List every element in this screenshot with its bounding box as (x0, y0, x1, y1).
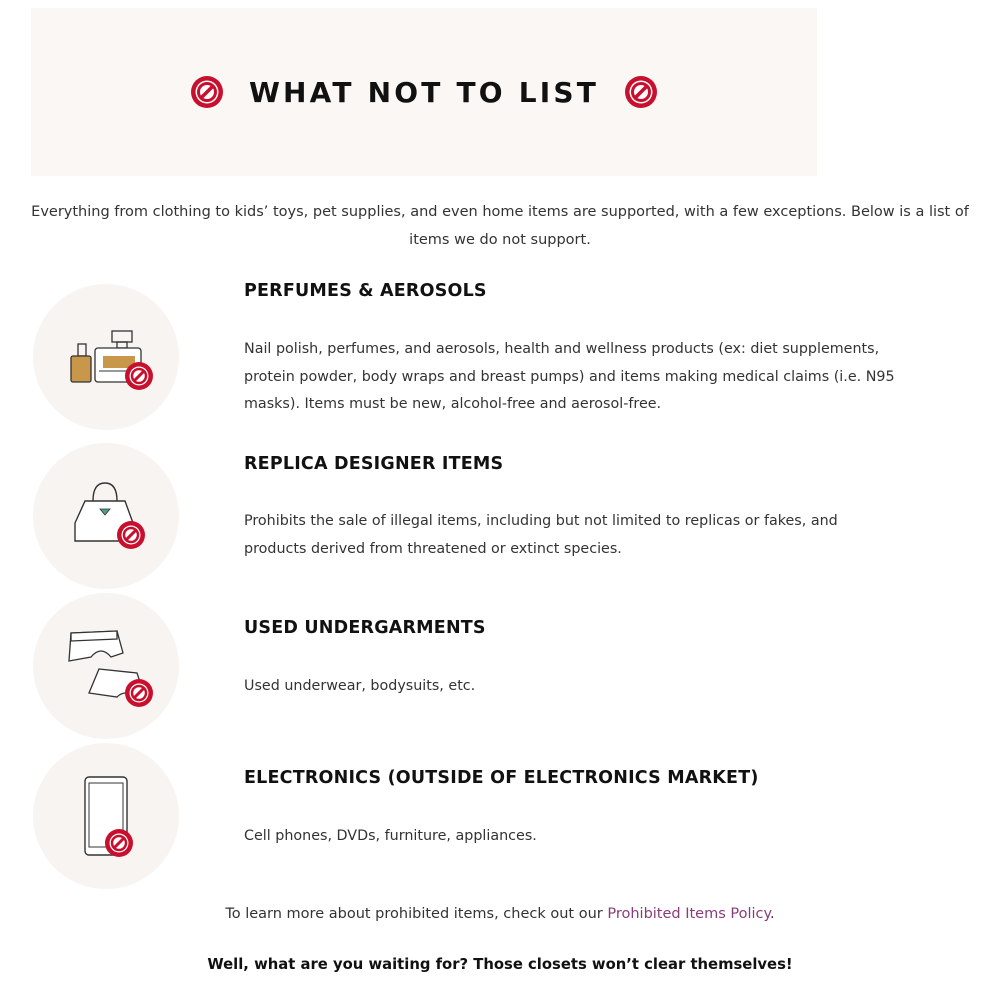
item-heading: REPLICA DESIGNER ITEMS (244, 454, 504, 474)
footer-policy-line (0, 906, 1000, 922)
banner-title-row (31, 8, 817, 176)
prohibited-items-policy-link[interactable]: Prohibited Items Policy (607, 906, 771, 922)
perfume-bottles-icon (33, 284, 179, 430)
item-description: Cell phones, DVDs, furniture, appliances. (244, 828, 537, 844)
item-heading: PERFUMES & AEROSOLS (244, 281, 487, 301)
item-heading: USED UNDERGARMENTS (244, 618, 486, 638)
banner-title: WHAT NOT TO LIST (248, 75, 600, 109)
item-description: Prohibits the sale of illegal items, including but not limited to replicas or fakes, and products derived from threatened or extinct species. (244, 513, 838, 557)
underwear-icon (33, 593, 179, 739)
handbag-icon (33, 443, 179, 589)
footer-prefix: To learn more about prohibited items, check out our (225, 906, 608, 922)
footer-suffix: . (770, 906, 775, 922)
cell-phone-icon (33, 743, 179, 889)
banner (31, 8, 817, 176)
item-description: Nail polish, perfumes, and aerosols, health and wellness products (ex: diet supplements, protein powder, body wraps and breast pumps) and items making medical claims (i.e. N95 masks). Items must be new, alcohol-free and aerosol-free. (244, 341, 895, 412)
intro-text: Everything from clothing to kids’ toys, pet supplies, and even home items are supported, with a few exceptions. Below is a list of items we do not support. (31, 204, 969, 248)
item-heading: ELECTRONICS (OUTSIDE OF ELECTRONICS MARKET) (244, 768, 759, 788)
footer-cta: Well, what are you waiting for? Those closets won’t clear themselves! (207, 956, 793, 973)
prohibited-icon (189, 74, 225, 110)
prohibited-icon (623, 74, 659, 110)
item-description: Used underwear, bodysuits, etc. (244, 678, 476, 694)
